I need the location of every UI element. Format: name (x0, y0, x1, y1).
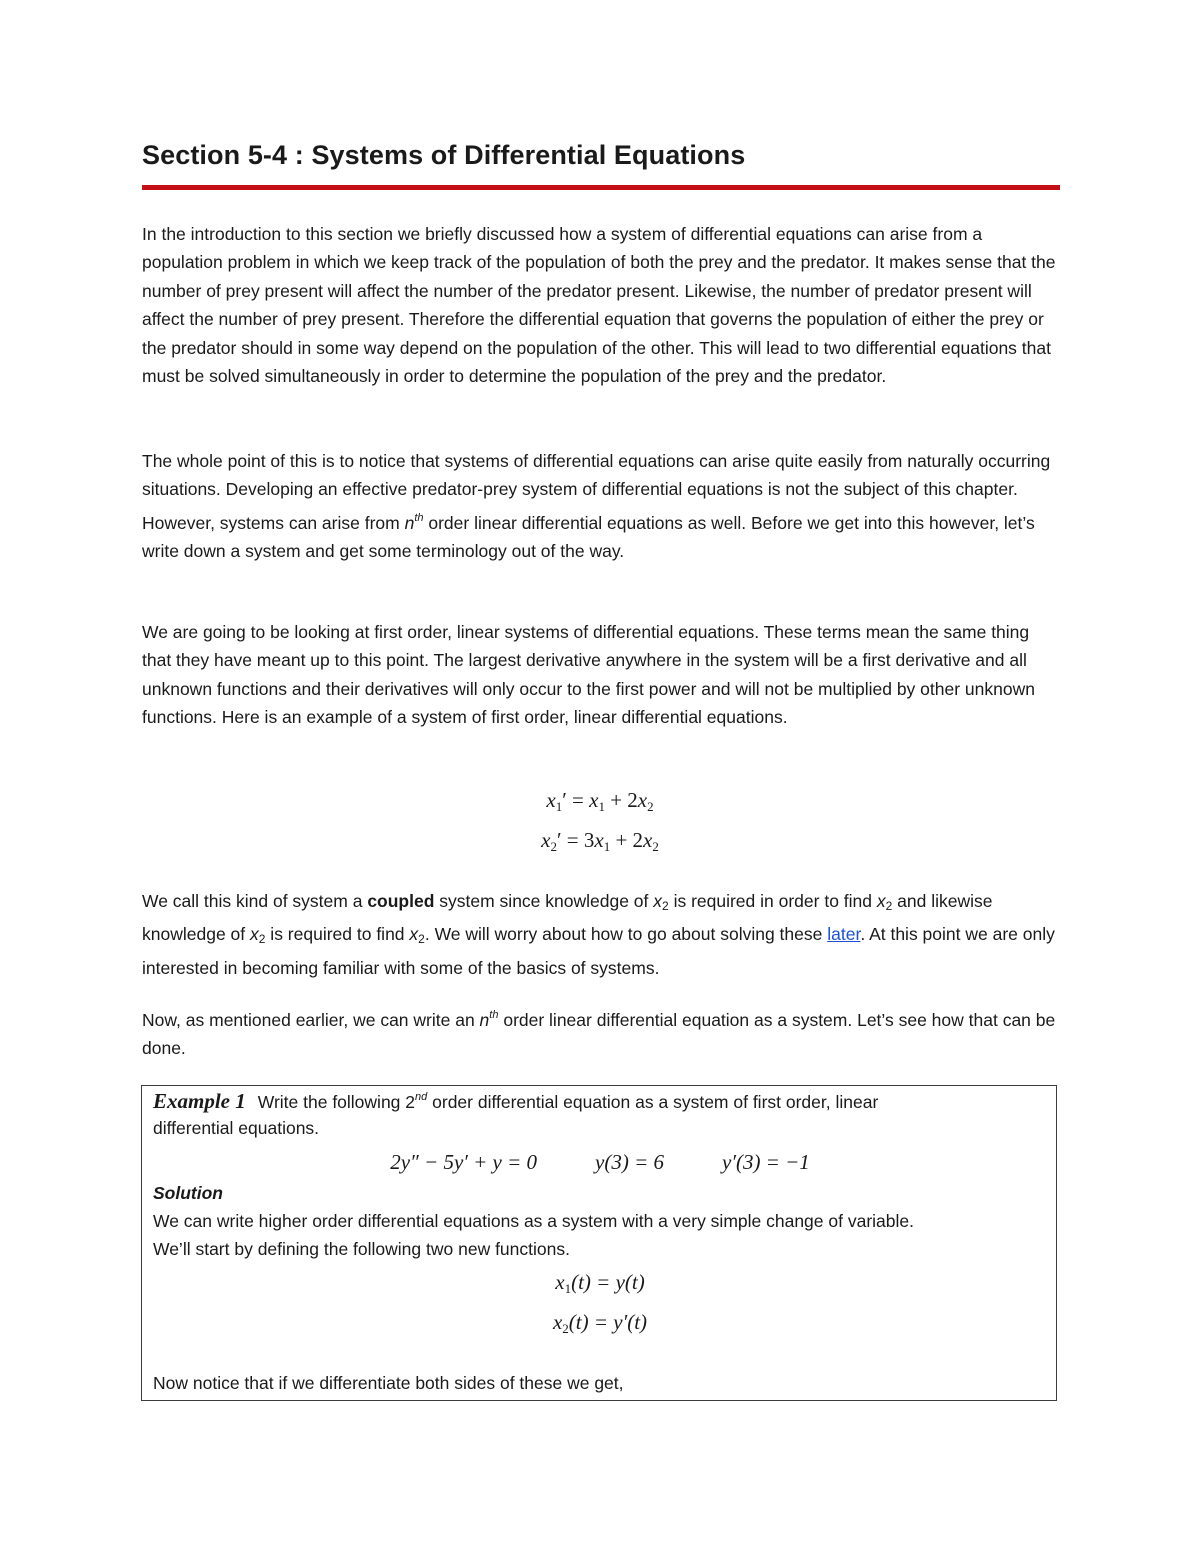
example-1-box (141, 1085, 1057, 1401)
p4-coupled-bold: coupled (367, 891, 435, 911)
eq1-rhs-x1-sub: 1 (598, 799, 605, 814)
solution-line-2: We’ll start by defining the following two new functions. (153, 1239, 570, 1259)
p2-text-after: order linear differential equations as well. Before we get into this however, let’s write down a system and get some terminology out of the way. (142, 512, 1035, 562)
p5-th-superscript: th (489, 1009, 499, 1021)
p4-sub-4: 2 (418, 932, 425, 947)
p4-text-b: system since knowledge of (434, 891, 654, 911)
p4-text-g: . At this point we are only interested in becoming familiar with some of the basics of systems. (142, 924, 1055, 978)
example-intro-b: order differential equation as a system of first order, linear (427, 1092, 879, 1112)
example-intro-a: Write the following 2 (257, 1092, 416, 1112)
eq2-equals: = (561, 828, 584, 852)
example-heading-line (153, 1089, 878, 1114)
def1-sub: 1 (564, 1281, 572, 1296)
definition-x2 (142, 1310, 1058, 1337)
p4-x-var-3: x (250, 924, 259, 945)
later-link[interactable]: later (827, 924, 861, 945)
example-initial-condition-1: y(3) = 6 (595, 1150, 665, 1174)
eq1-rhs-x2-sub: 2 (647, 799, 654, 814)
definition-x1 (142, 1270, 1058, 1297)
example-ode-line (142, 1150, 1058, 1175)
paragraph-coupled-system (142, 887, 1062, 982)
def1-rhs: (t) = y(t) (571, 1270, 645, 1294)
def2-x-var: x (552, 1310, 563, 1334)
solution-label: Solution (153, 1183, 223, 1203)
p4-text-e: is required to find (265, 924, 410, 945)
eq2-rhs-x1: x (594, 828, 604, 852)
p2-text-before: The whole point of this is to notice that systems of differential equations can arise quite easily from naturally occurring situations. Developing an effective predator-prey system of differential equations is not the subject of this chapter. However, systems can arise from (142, 451, 1051, 533)
example-intro-line2: differential equations. (153, 1118, 320, 1138)
eq2-rhs-x2-sub: 2 (652, 839, 659, 854)
def1-x-var: x (555, 1270, 565, 1294)
eq2-coef: 3 (583, 828, 595, 852)
p4-x-var-2: x (876, 891, 886, 911)
p4-x-var-4: x (409, 924, 419, 945)
eq2-rhs-x2: x (643, 828, 653, 852)
eq2-prime: ′ (556, 828, 562, 852)
eq2-lhs-sub: 2 (550, 839, 557, 854)
p4-text-c: is required in order to find (668, 891, 877, 911)
paragraph-first-order-linear: We are going to be looking at first order, linear systems of differential equations. These terms mean the same thing that they have meant up to this point. The largest derivative anywhere in the system will be a first derivative and all unknown functions and their derivatives will only occur to the first power and will not be multiplied by other unknown functions. Here is an example of a system of first order, linear differential equations. (142, 622, 1035, 728)
p2-th-superscript: th (414, 511, 424, 524)
eq1-plus: + 2 (604, 788, 638, 812)
eq1-lhs-var: x (546, 788, 556, 812)
p4-sub-3: 2 (258, 932, 266, 947)
solution-line-3: Now notice that if we differentiate both sides of these we get, (153, 1373, 624, 1393)
p4-text-d: and likewise knowledge of (142, 891, 993, 945)
eq2-lhs-var: x (541, 828, 551, 852)
p4-text-a: We call this kind of system a (142, 891, 368, 911)
example-initial-condition-2: y′(3) = −1 (722, 1150, 810, 1174)
p4-sub-1: 2 (662, 899, 669, 913)
system-equation-2 (0, 828, 1200, 855)
example-ode: 2y″ − 5y′ + y = 0 (390, 1150, 538, 1174)
example-nd-superscript: nd (415, 1091, 428, 1103)
p4-x-var-1: x (653, 891, 663, 911)
system-equation-1 (0, 788, 1200, 815)
solution-line-1: We can write higher order differential equations as a system with a very simple change of variable. (153, 1211, 914, 1231)
eq2-plus: + 2 (610, 828, 644, 852)
paragraph-nth-order (142, 1001, 1062, 1063)
eq1-rhs-x2: x (637, 788, 648, 812)
eq2-rhs-x1-sub: 1 (603, 839, 611, 854)
eq1-lhs-sub: 1 (555, 799, 563, 814)
example-label: Example 1 (153, 1089, 246, 1113)
def2-rhs: (t) = y′(t) (568, 1310, 648, 1334)
p5-n-variable: n (479, 1010, 490, 1030)
paragraph-natural-systems (142, 447, 1062, 566)
section-title: Section 5-4 : Systems of Differential Equations (142, 140, 746, 170)
eq1-prime: ′ (562, 788, 567, 812)
p5-text-a: Now, as mentioned earlier, we can write an (142, 1010, 480, 1030)
p2-n-variable: n (404, 512, 415, 533)
p4-sub-2: 2 (885, 899, 893, 913)
paragraph-intro: In the introduction to this section we briefly discussed how a system of differential equations can arise from a population problem in which we keep track of the population of both the prey and the predator. It makes sense that the number of prey present will affect the number of the predator present. Likewise, the number of predator present will affect the number of prey present. Therefore the differential equation that governs the population of either the prey or the predator should in some way depend on the population of the other. This will lead to two differential equations that must be solved simultaneously in order to determine the population of the prey and the predator. (142, 224, 1056, 387)
p4-text-f: . We will worry about how to go about solving these (424, 924, 828, 945)
p5-text-b: order linear differential equation as a system. Let’s see how that can be done. (142, 1010, 1056, 1059)
title-underline-rule (142, 185, 1060, 190)
eq1-equals: = (566, 788, 590, 812)
def2-sub: 2 (562, 1321, 569, 1336)
eq1-rhs-x1: x (589, 788, 599, 812)
